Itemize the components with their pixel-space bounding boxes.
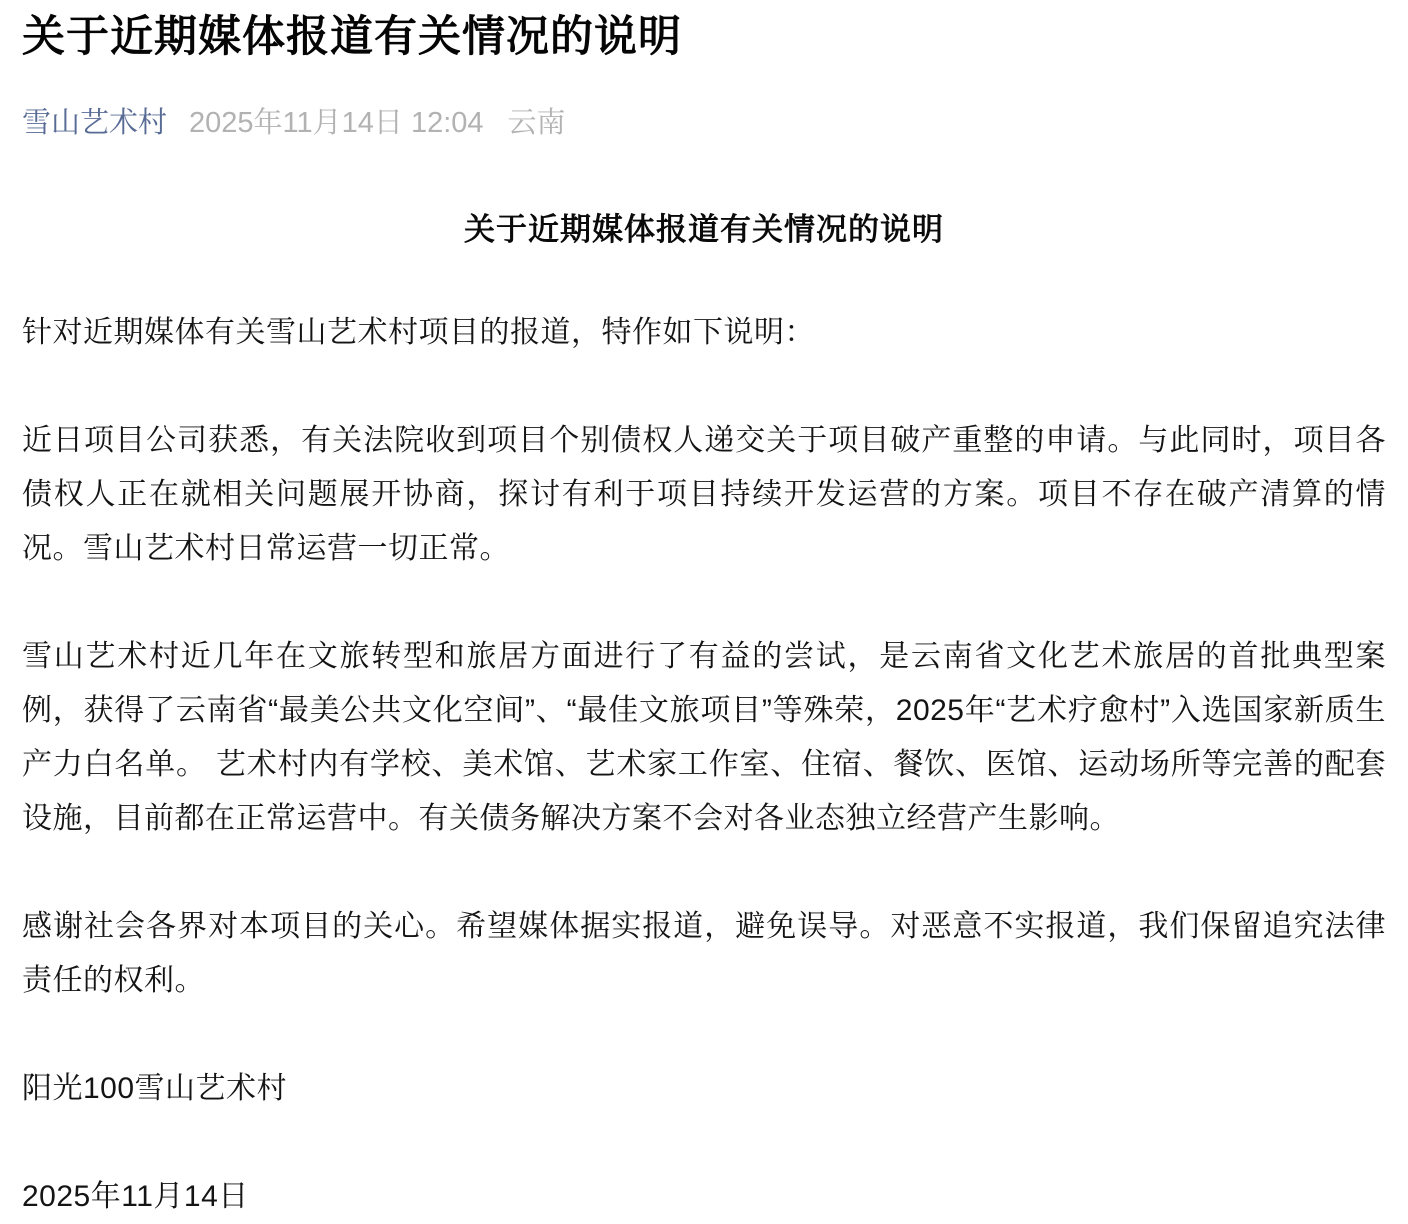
article-paragraph: 近日项目公司获悉，有关法院收到项目个别债权人递交关于项目破产重整的申请。与此同时，项目各债权人正在就相关问题展开协商，探讨有利于项目持续开发运营的方案。项目不存在破产清算的情况。雪山艺术村日常运营一切正常。 [22,424,1386,565]
article-date: 2025年11月14日 [22,1180,249,1213]
article-inner-heading: 关于近期媒体报道有关情况的说明 [464,212,944,247]
article-paragraph: 雪山艺术村近几年在文旅转型和旅居方面进行了有益的尝试，是云南省文化艺术旅居的首批典型案例，获得了云南省“最美公共文化空间”、“最佳文旅项目”等殊荣，2025年“艺术疗愈村”入选国家新质生产力白名单。 艺术村内有学校、美术馆、艺术家工作室、住宿、餐饮、医馆、运动场所等完善的配套设施，目前都在正常运营中。有关债务解决方案不会对各业态独立经营产生影响。 [22,640,1386,835]
article-meta [22,102,1386,144]
author-account-link[interactable]: 雪山艺术村 [22,107,168,139]
article-signature: 阳光100雪山艺术村 [22,1072,288,1105]
page-title: 关于近期媒体报道有关情况的说明 [22,13,682,61]
article-paragraph: 感谢社会各界对本项目的关心。希望媒体据实报道，避免误导。对恶意不实报道，我们保留追究法律责任的权利。 [22,910,1386,997]
publish-datetime: 2025年11月14日 12:04 [189,107,484,139]
article-paragraph: 针对近期媒体有关雪山艺术村项目的报道，特作如下说明： [22,316,815,349]
publish-location: 云南 [507,107,566,139]
article-page [0,10,1408,1224]
